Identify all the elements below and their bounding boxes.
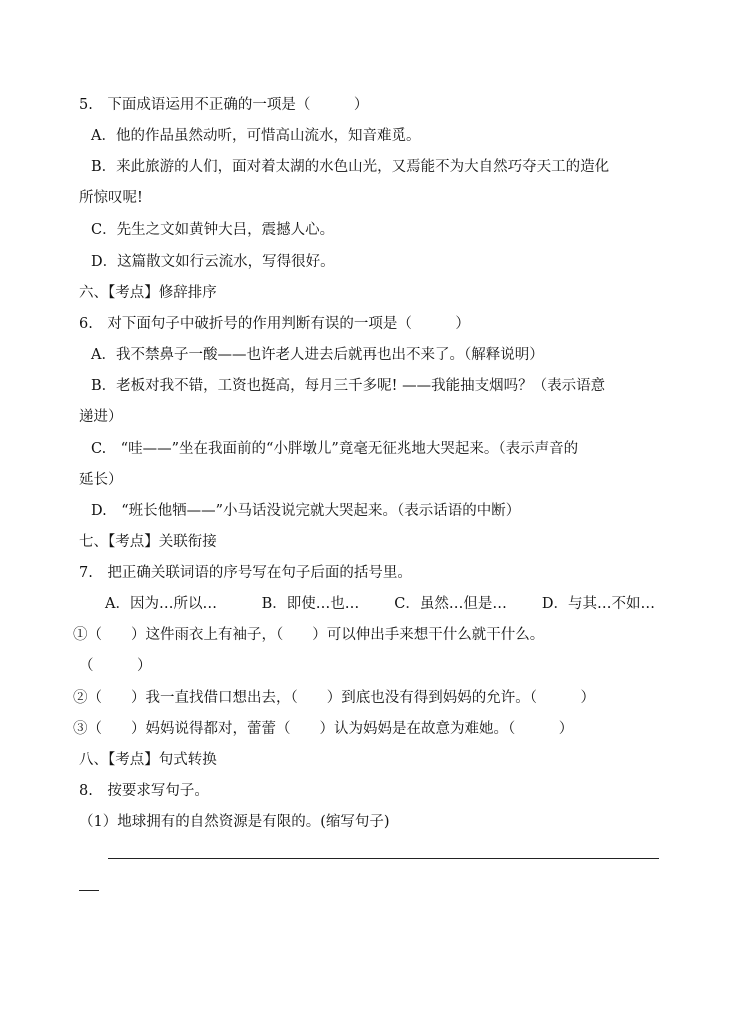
q6-option-c-cont: 延长） — [79, 472, 123, 488]
section-8-title: 八、【考点】句式转换 — [79, 752, 217, 768]
q7-option-d: D．与其…不如… — [541, 596, 655, 612]
q5-stem: 5. 下面成语运用不正确的一项是（ ） — [79, 97, 369, 113]
q7-item-1: ①（ ）这件雨衣上有袖子，（ ）可以伸出手来想干什么就干什么。 — [73, 627, 545, 643]
q7-item-3: ③（ ）妈妈说得都对，蕾蕾（ ）认为妈妈是在故意为难她。（ ） — [73, 721, 574, 737]
q6-option-b-cont: 递进） — [79, 409, 123, 425]
q7-item-2: ②（ ）我一直找借口想出去，（ ）到底也没有得到妈妈的允许。（ ） — [73, 690, 595, 706]
section-6-title: 六、【考点】修辞排序 — [79, 285, 217, 301]
answer-line-continuation — [79, 890, 99, 891]
q7-option-a: A．因为…所以… — [105, 596, 217, 612]
q7-item-1-answer: （ ） — [79, 658, 152, 674]
q7-option-c: C．虽然…但是… — [394, 596, 507, 612]
q5-option-a: A．他的作品虽然动听，可惜高山流水，知音难觅。 — [91, 128, 421, 144]
q5-option-b: B．来此旅游的人们，面对着太湖的水色山光，又焉能不为大自然巧夺天工的造化 — [91, 159, 610, 175]
q7-stem: 7. 把正确关联词语的序号写在句子后面的括号里。 — [79, 565, 412, 581]
q6-option-a: A．我不禁鼻子一酸——也许老人进去后就再也出不来了。（解释说明） — [91, 347, 544, 363]
q6-option-d: D. “班长他牺——”小马话没说完就大哭起来。（表示话语的中断） — [91, 503, 521, 519]
q7-options — [105, 594, 655, 614]
q8-stem: 8. 按要求写句子。 — [79, 783, 209, 799]
q5-option-c: C．先生之文如黄钟大吕，震撼人心。 — [91, 222, 335, 238]
q5-option-d: D．这篇散文如行云流水，写得很好。 — [91, 254, 335, 270]
answer-line[interactable] — [108, 858, 659, 859]
q7-option-b: B．即使…也… — [261, 596, 360, 612]
q6-option-c: C. “哇——”坐在我面前的“小胖墩儿”竟毫无征兆地大哭起来。（表示声音的 — [91, 441, 579, 457]
q6-stem: 6. 对下面句子中破折号的作用判断有误的一项是（ ） — [79, 316, 470, 332]
section-7-title: 七、【考点】关联衔接 — [79, 534, 217, 550]
q6-option-b: B．老板对我不错，工资也挺高，每月三千多呢! ——我能抽支烟吗？（表示语意 — [91, 378, 606, 394]
q8-part-1: （1）地球拥有的自然资源是有限的。(缩写句子) — [79, 814, 390, 830]
q5-option-b-cont: 所惊叹呢! — [79, 190, 143, 206]
